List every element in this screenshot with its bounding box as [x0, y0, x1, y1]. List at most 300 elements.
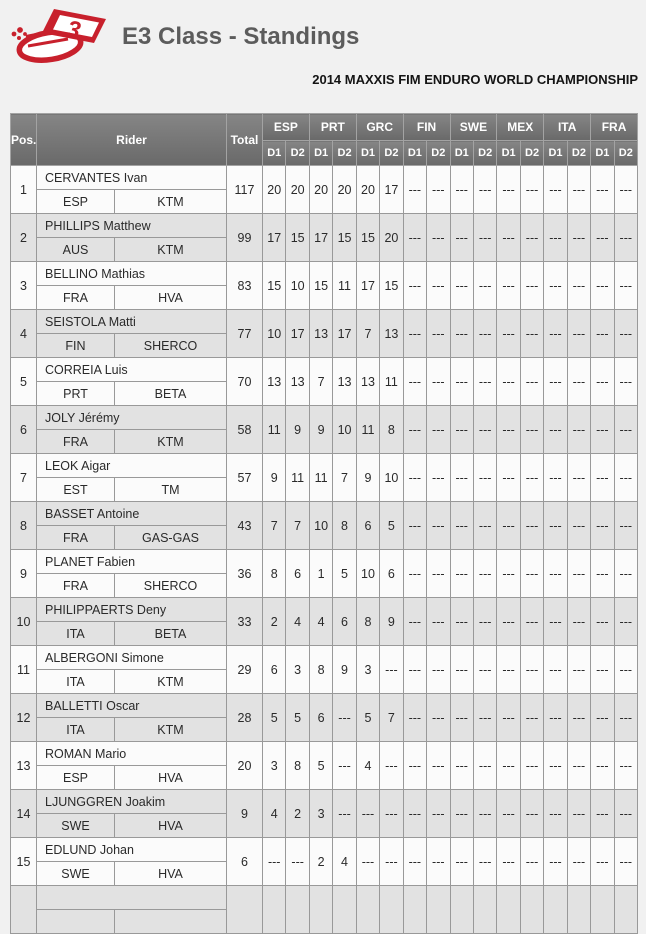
score-cell: 10 [356, 550, 379, 598]
score-cell: --- [614, 214, 637, 262]
score-cell: 13 [263, 358, 286, 406]
score-cell: 5 [380, 502, 403, 550]
event-column-header: FIN [403, 114, 450, 141]
score-cell: --- [497, 166, 520, 214]
bike-brand-cell: KTM [115, 670, 227, 694]
score-cell: --- [544, 598, 567, 646]
score-cell: --- [427, 790, 450, 838]
bike-brand-cell: BETA [115, 382, 227, 406]
day-column-header: D1 [450, 141, 473, 166]
score-cell: --- [450, 406, 473, 454]
table-row [11, 502, 638, 526]
rider-column-header: Rider [37, 114, 227, 166]
nationality-cell: SWE [37, 862, 115, 886]
score-cell: --- [403, 838, 426, 886]
score-cell: --- [497, 454, 520, 502]
pos-cell: 7 [11, 454, 37, 502]
score-cell: --- [497, 790, 520, 838]
score-cell [497, 886, 520, 934]
standings-body [11, 166, 638, 934]
nationality-cell: ITA [37, 670, 115, 694]
score-cell [286, 886, 309, 934]
pos-cell: 5 [11, 358, 37, 406]
day-column-header: D2 [427, 141, 450, 166]
score-cell: --- [427, 838, 450, 886]
score-cell: 6 [263, 646, 286, 694]
score-cell: --- [567, 790, 590, 838]
score-cell: 11 [263, 406, 286, 454]
score-cell: 6 [309, 694, 332, 742]
rider-name-cell: EDLUND Johan [37, 838, 227, 862]
score-cell: --- [544, 742, 567, 790]
rider-name-cell [37, 886, 227, 910]
nationality-cell: EST [37, 478, 115, 502]
pos-cell: 15 [11, 838, 37, 886]
score-cell: --- [450, 550, 473, 598]
score-cell: 9 [309, 406, 332, 454]
score-cell: --- [403, 406, 426, 454]
score-cell: --- [544, 358, 567, 406]
score-cell: 20 [263, 166, 286, 214]
score-cell [614, 886, 637, 934]
logo-numeral: 3 [64, 15, 83, 45]
table-row [11, 406, 638, 430]
score-cell: --- [567, 646, 590, 694]
total-cell: 70 [227, 358, 263, 406]
score-cell: --- [403, 310, 426, 358]
score-cell: --- [427, 694, 450, 742]
score-cell: 10 [309, 502, 332, 550]
score-cell: --- [356, 838, 379, 886]
day-column-header: D2 [567, 141, 590, 166]
score-cell: --- [591, 214, 614, 262]
rider-name-cell: BELLINO Mathias [37, 262, 227, 286]
score-cell: --- [380, 742, 403, 790]
score-cell: --- [473, 550, 496, 598]
score-cell: --- [497, 598, 520, 646]
score-cell: --- [544, 790, 567, 838]
score-cell: --- [450, 358, 473, 406]
score-cell: 17 [380, 166, 403, 214]
score-cell: --- [403, 454, 426, 502]
pos-column-header: Pos. [11, 114, 37, 166]
score-cell: --- [427, 214, 450, 262]
day-column-header: D1 [356, 141, 379, 166]
score-cell: --- [427, 310, 450, 358]
score-cell: 17 [356, 262, 379, 310]
score-cell: --- [567, 454, 590, 502]
score-cell: --- [591, 166, 614, 214]
rider-name-cell: PLANET Fabien [37, 550, 227, 574]
score-cell: 17 [286, 310, 309, 358]
score-cell [473, 886, 496, 934]
bike-brand-cell: HVA [115, 814, 227, 838]
score-cell: --- [544, 166, 567, 214]
score-cell: --- [450, 214, 473, 262]
event-column-header: FRA [591, 114, 638, 141]
score-cell: --- [591, 358, 614, 406]
score-cell: 10 [380, 454, 403, 502]
score-cell: --- [614, 742, 637, 790]
score-cell: --- [286, 838, 309, 886]
score-cell: 20 [333, 166, 356, 214]
nationality-cell [37, 910, 115, 934]
score-cell: --- [544, 214, 567, 262]
score-cell: --- [614, 406, 637, 454]
pos-cell: 13 [11, 742, 37, 790]
score-cell: --- [520, 790, 543, 838]
score-cell: 5 [286, 694, 309, 742]
pos-cell: 9 [11, 550, 37, 598]
score-cell: 4 [333, 838, 356, 886]
score-cell: 6 [356, 502, 379, 550]
score-cell: --- [473, 310, 496, 358]
score-cell: 10 [263, 310, 286, 358]
pos-cell: 6 [11, 406, 37, 454]
score-cell: --- [567, 742, 590, 790]
score-cell: --- [497, 310, 520, 358]
score-cell: 20 [356, 166, 379, 214]
score-cell: --- [473, 166, 496, 214]
score-cell: --- [473, 646, 496, 694]
score-cell: --- [591, 550, 614, 598]
table-row [11, 454, 638, 478]
total-cell: 33 [227, 598, 263, 646]
score-cell: --- [403, 598, 426, 646]
rider-name-cell: SEISTOLA Matti [37, 310, 227, 334]
score-cell: --- [473, 454, 496, 502]
rider-name-cell: ROMAN Mario [37, 742, 227, 766]
score-cell: 15 [263, 262, 286, 310]
score-cell: 7 [356, 310, 379, 358]
score-cell: --- [520, 598, 543, 646]
score-cell: --- [614, 310, 637, 358]
score-cell: --- [427, 454, 450, 502]
score-cell: --- [333, 742, 356, 790]
score-cell: 9 [356, 454, 379, 502]
table-row [11, 838, 638, 862]
total-column-header: Total [227, 114, 263, 166]
score-cell: --- [380, 838, 403, 886]
score-cell: 20 [286, 166, 309, 214]
score-cell: --- [450, 262, 473, 310]
score-cell: 3 [286, 646, 309, 694]
score-cell: 4 [286, 598, 309, 646]
score-cell: 7 [309, 358, 332, 406]
score-cell: --- [567, 358, 590, 406]
score-cell: --- [473, 502, 496, 550]
event-column-header: ESP [263, 114, 310, 141]
table-row [11, 310, 638, 334]
score-cell: 7 [333, 454, 356, 502]
score-cell: --- [497, 646, 520, 694]
score-cell: --- [520, 310, 543, 358]
score-cell [544, 886, 567, 934]
score-cell: --- [544, 502, 567, 550]
header-row-events [11, 114, 638, 141]
rider-name-cell: LJUNGGREN Joakim [37, 790, 227, 814]
total-cell: 29 [227, 646, 263, 694]
score-cell: --- [497, 214, 520, 262]
score-cell: --- [567, 406, 590, 454]
score-cell [567, 886, 590, 934]
score-cell [333, 886, 356, 934]
score-cell: --- [614, 502, 637, 550]
score-cell: --- [473, 838, 496, 886]
score-cell: --- [380, 790, 403, 838]
rider-name-cell: ALBERGONI Simone [37, 646, 227, 670]
score-cell: --- [544, 310, 567, 358]
score-cell: 8 [380, 406, 403, 454]
score-cell: --- [520, 214, 543, 262]
score-cell: 8 [263, 550, 286, 598]
score-cell: --- [473, 790, 496, 838]
bike-brand-cell: KTM [115, 238, 227, 262]
score-cell [309, 886, 332, 934]
day-column-header: D1 [403, 141, 426, 166]
score-cell: --- [497, 406, 520, 454]
score-cell: 15 [286, 214, 309, 262]
score-cell: 10 [286, 262, 309, 310]
pos-cell: 4 [11, 310, 37, 358]
score-cell: --- [450, 502, 473, 550]
score-cell: --- [427, 742, 450, 790]
bike-brand-cell: KTM [115, 190, 227, 214]
score-cell: 4 [263, 790, 286, 838]
day-column-header: D2 [380, 141, 403, 166]
score-cell: --- [403, 646, 426, 694]
score-cell: --- [427, 406, 450, 454]
score-cell: --- [497, 694, 520, 742]
bike-brand-cell: HVA [115, 862, 227, 886]
score-cell: 17 [263, 214, 286, 262]
total-cell: 20 [227, 742, 263, 790]
score-cell: --- [520, 838, 543, 886]
table-row [11, 646, 638, 670]
score-cell: --- [614, 166, 637, 214]
day-column-header: D2 [520, 141, 543, 166]
table-row [11, 694, 638, 718]
score-cell: --- [356, 790, 379, 838]
championship-subtitle: 2014 MAXXIS FIM ENDURO WORLD CHAMPIONSHIP [312, 72, 638, 87]
score-cell [450, 886, 473, 934]
score-cell: --- [520, 262, 543, 310]
score-cell: 3 [356, 646, 379, 694]
day-column-header: D2 [473, 141, 496, 166]
table-row [11, 886, 638, 910]
event-column-header: MEX [497, 114, 544, 141]
score-cell: --- [427, 166, 450, 214]
score-cell: 3 [263, 742, 286, 790]
score-cell: --- [544, 646, 567, 694]
score-cell: --- [427, 550, 450, 598]
total-cell: 77 [227, 310, 263, 358]
rider-name-cell: JOLY Jérémy [37, 406, 227, 430]
pos-cell: 8 [11, 502, 37, 550]
score-cell: 2 [309, 838, 332, 886]
score-cell: --- [567, 550, 590, 598]
score-cell: --- [567, 694, 590, 742]
score-cell: --- [591, 838, 614, 886]
score-cell: --- [614, 838, 637, 886]
score-cell: --- [544, 454, 567, 502]
score-cell: --- [403, 214, 426, 262]
score-cell: --- [473, 598, 496, 646]
score-cell: --- [567, 214, 590, 262]
page-title: E3 Class - Standings [122, 23, 360, 50]
score-cell: --- [591, 454, 614, 502]
table-row [11, 790, 638, 814]
page-header [10, 8, 638, 66]
pos-cell: 2 [11, 214, 37, 262]
score-cell: --- [614, 358, 637, 406]
score-cell: 13 [333, 358, 356, 406]
standings-header [11, 114, 638, 166]
score-cell: 15 [333, 214, 356, 262]
score-cell: --- [591, 502, 614, 550]
day-column-header: D1 [309, 141, 332, 166]
score-cell: --- [591, 406, 614, 454]
bike-brand-cell: KTM [115, 718, 227, 742]
score-cell: --- [473, 742, 496, 790]
score-cell: --- [450, 598, 473, 646]
event-column-header: PRT [309, 114, 356, 141]
score-cell: --- [520, 166, 543, 214]
nationality-cell: ESP [37, 766, 115, 790]
score-cell: 13 [309, 310, 332, 358]
pos-cell: 11 [11, 646, 37, 694]
day-column-header: D2 [333, 141, 356, 166]
score-cell: --- [567, 598, 590, 646]
score-cell: --- [614, 598, 637, 646]
score-cell: --- [427, 598, 450, 646]
score-cell: 6 [286, 550, 309, 598]
bike-brand-cell: BETA [115, 622, 227, 646]
nationality-cell: ITA [37, 718, 115, 742]
table-row [11, 166, 638, 190]
score-cell: --- [333, 790, 356, 838]
rider-name-cell: LEOK Aigar [37, 454, 227, 478]
score-cell: --- [520, 358, 543, 406]
rider-name-cell: PHILLIPS Matthew [37, 214, 227, 238]
event-column-header: SWE [450, 114, 497, 141]
score-cell: 11 [380, 358, 403, 406]
score-cell: 5 [356, 694, 379, 742]
score-cell [591, 886, 614, 934]
table-row [11, 550, 638, 574]
nationality-cell: FRA [37, 574, 115, 598]
score-cell: 5 [309, 742, 332, 790]
score-cell: 9 [333, 646, 356, 694]
score-cell: 17 [309, 214, 332, 262]
nationality-cell: FRA [37, 430, 115, 454]
pos-cell: 14 [11, 790, 37, 838]
score-cell: --- [497, 838, 520, 886]
total-cell: 28 [227, 694, 263, 742]
rider-name-cell: CERVANTES Ivan [37, 166, 227, 190]
pos-cell [11, 886, 37, 934]
score-cell: --- [520, 694, 543, 742]
bike-brand-cell: HVA [115, 766, 227, 790]
nationality-cell: FIN [37, 334, 115, 358]
score-cell: 13 [286, 358, 309, 406]
score-cell: --- [403, 166, 426, 214]
score-cell: --- [614, 646, 637, 694]
score-cell: --- [450, 694, 473, 742]
score-cell: --- [614, 790, 637, 838]
nationality-cell: ESP [37, 190, 115, 214]
score-cell: 15 [380, 262, 403, 310]
score-cell: 9 [286, 406, 309, 454]
score-cell: --- [591, 598, 614, 646]
bike-brand-cell: SHERCO [115, 574, 227, 598]
score-cell: --- [380, 646, 403, 694]
score-cell: --- [544, 694, 567, 742]
score-cell: 13 [356, 358, 379, 406]
score-cell: 20 [380, 214, 403, 262]
score-cell: 13 [380, 310, 403, 358]
score-cell: 4 [356, 742, 379, 790]
score-cell: --- [497, 358, 520, 406]
score-cell: --- [614, 454, 637, 502]
pos-cell: 3 [11, 262, 37, 310]
score-cell: 7 [263, 502, 286, 550]
nationality-cell: FRA [37, 526, 115, 550]
score-cell: 2 [286, 790, 309, 838]
score-cell: --- [591, 742, 614, 790]
bike-brand-cell: KTM [115, 430, 227, 454]
score-cell: 6 [380, 550, 403, 598]
score-cell: 8 [309, 646, 332, 694]
score-cell: --- [614, 550, 637, 598]
nationality-cell: SWE [37, 814, 115, 838]
rider-name-cell: BALLETTI Oscar [37, 694, 227, 718]
score-cell: --- [544, 406, 567, 454]
score-cell: 9 [380, 598, 403, 646]
table-row [11, 598, 638, 622]
score-cell: --- [450, 838, 473, 886]
total-cell: 36 [227, 550, 263, 598]
table-row [11, 358, 638, 382]
score-cell: --- [403, 790, 426, 838]
score-cell: --- [591, 694, 614, 742]
total-cell: 58 [227, 406, 263, 454]
score-cell: 3 [309, 790, 332, 838]
score-cell: --- [427, 358, 450, 406]
table-row [11, 214, 638, 238]
score-cell [380, 886, 403, 934]
nationality-cell: FRA [37, 286, 115, 310]
score-cell: --- [567, 262, 590, 310]
score-cell: --- [403, 742, 426, 790]
score-cell: 11 [286, 454, 309, 502]
score-cell: --- [497, 742, 520, 790]
score-cell: 2 [263, 598, 286, 646]
score-cell: --- [614, 694, 637, 742]
bike-brand-cell [115, 910, 227, 934]
score-cell: 10 [333, 406, 356, 454]
score-cell: --- [544, 550, 567, 598]
pos-cell: 10 [11, 598, 37, 646]
score-cell: 9 [263, 454, 286, 502]
score-cell: 11 [309, 454, 332, 502]
total-cell: 43 [227, 502, 263, 550]
score-cell: --- [450, 166, 473, 214]
score-cell: 15 [309, 262, 332, 310]
score-cell [520, 886, 543, 934]
score-cell: --- [591, 310, 614, 358]
score-cell: --- [450, 742, 473, 790]
